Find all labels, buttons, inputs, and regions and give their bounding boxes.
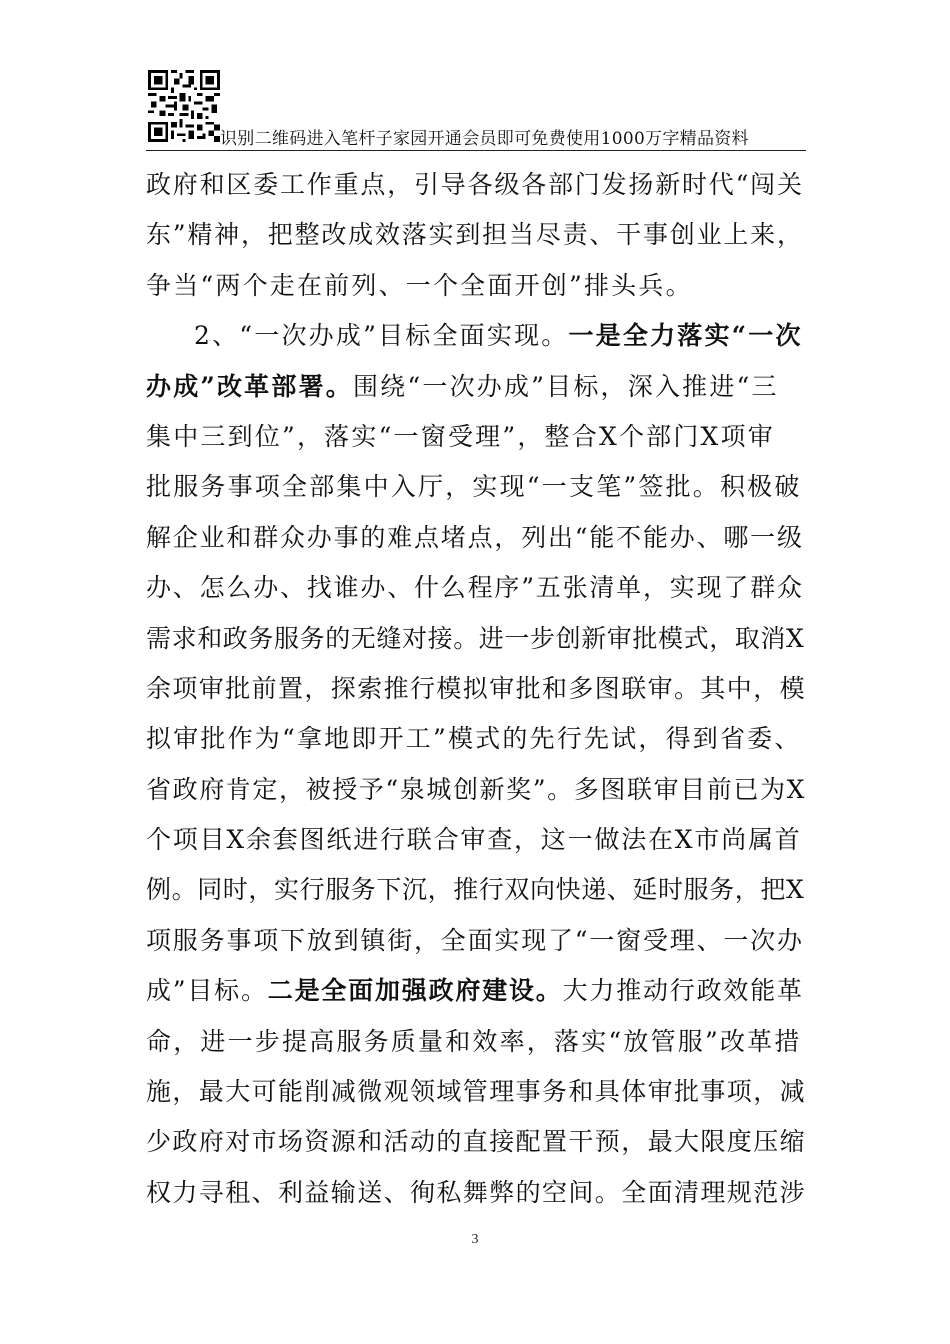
text-run: 争当“两个走在前列、一个全面开创”排头兵。 [146, 270, 693, 300]
bold-heading-run: 办成”改革部署。 [146, 371, 353, 401]
paragraph-line [146, 261, 806, 311]
paragraph-line [146, 462, 806, 512]
paragraph-line [146, 1017, 806, 1067]
header-divider [146, 150, 806, 151]
text-run: 少政府对市场资源和活动的直接配置干预，最大限度压缩 [146, 1127, 807, 1157]
text-run: 批服务事项全部集中入厅，实现“一支笔”签批。积极破 [146, 472, 802, 502]
text-run: 命，进一步提高服务质量和效率，落实“放管服”改革措 [146, 1026, 802, 1056]
text-run: 拟审批作为“拿地即开工”模式的先行先试，得到省委、 [146, 724, 802, 754]
paragraph-line [146, 210, 806, 260]
paragraph-line [146, 614, 806, 664]
qr-code-icon [148, 70, 220, 142]
text-run: 集中三到位”，落实“一窗受理”，整合X个部门X项审 [146, 421, 775, 451]
paragraph-line [146, 513, 806, 563]
text-run: 项服务事项下放到镇街，全面实现了“一窗受理、一次办 [146, 925, 804, 955]
document-body [146, 160, 806, 1218]
text-run: 需求和政务服务的无缝对接。进一步创新审批模式，取消X [146, 623, 805, 653]
paragraph-line [146, 664, 806, 714]
page-number: 3 [471, 1232, 479, 1247]
bold-heading-run: 一是全力落实“一次 [568, 321, 803, 351]
text-run: 成”目标。 [146, 976, 268, 1006]
text-run: 政府和区委工作重点，引导各级各部门发扬新时代“闯关 [146, 170, 804, 199]
paragraph-line [146, 916, 806, 966]
text-run: 省政府肯定，被授予“泉城创新奖”。多图联审目前已为X [146, 774, 806, 804]
paragraph-line [146, 1067, 806, 1117]
paragraph-line [146, 362, 806, 412]
paragraph-line [146, 865, 806, 915]
bold-heading-run: 二是全面加强政府建设。 [267, 976, 563, 1006]
paragraph-line [146, 160, 806, 210]
text-run: 大力推动行政效能革 [562, 976, 804, 1006]
text-run: 例。同时，实行服务下沉，推行双向快递、延时服务，把X [146, 875, 805, 905]
text-run: 办、怎么办、找谁办、什么程序”五张清单，实现了群众 [146, 573, 804, 603]
text-run: 个项目X余套图纸进行联合审查，这一做法在X市尚属首 [146, 825, 802, 855]
text-run: 余项审批前置，探索推行模拟审批和多图联审。其中，模 [146, 673, 807, 703]
paragraph-line [146, 815, 806, 865]
text-run: 围绕“一次办成”目标，深入推进“三 [352, 371, 779, 401]
text-run: 2、“一次办成”目标全面实现。 [194, 321, 569, 351]
paragraph-line [146, 412, 806, 462]
paragraph-line [146, 311, 806, 361]
text-run: 施，最大可能削减微观领域管理事务和具体审批事项，减 [146, 1077, 807, 1107]
paragraph-line [146, 1168, 806, 1218]
paragraph-line [146, 714, 806, 764]
paragraph-line [146, 765, 806, 815]
text-run: 权力寻租、利益输送、徇私舞弊的空间。全面清理规范涉 [146, 1177, 807, 1207]
text-run: 解企业和群众办事的难点堵点，列出“能不能办、哪一级 [146, 522, 804, 552]
text-run: 东”精神，把整改成效落实到担当尽责、干事创业上来， [146, 220, 804, 250]
paragraph-line [146, 966, 806, 1016]
paragraph-line [146, 1117, 806, 1167]
header-banner-text: 识别二维码进入笔杆子家园开通会员即可免费使用1000万字精品资料 [220, 129, 749, 149]
paragraph-line [146, 563, 806, 613]
